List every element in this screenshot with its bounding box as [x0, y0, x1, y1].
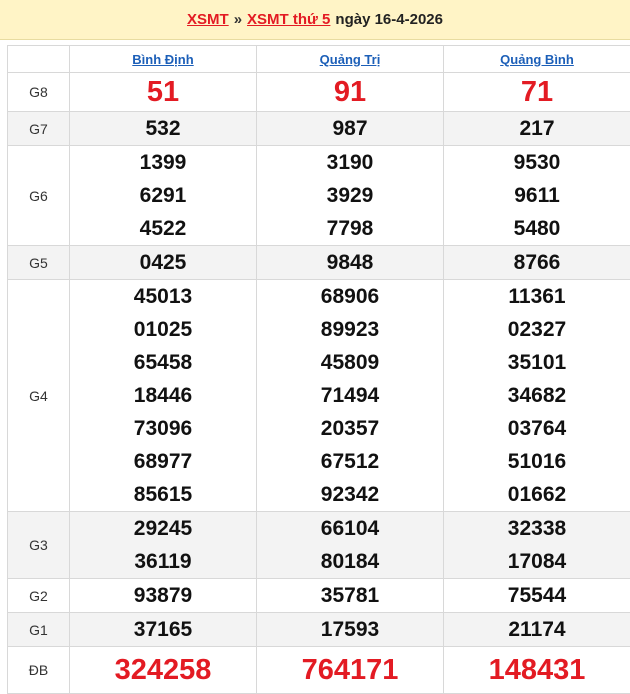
prize-number: 67512 [320, 450, 380, 473]
prize-cell [444, 280, 630, 512]
prize-cell [444, 112, 630, 146]
prize-label: G2 [8, 579, 70, 613]
prize-number: 02327 [507, 318, 567, 341]
prize-cell [257, 647, 444, 694]
prize-row-g7 [8, 112, 630, 146]
results-header [0, 0, 630, 40]
prize-number: 03764 [507, 417, 567, 440]
prize-number: 3190 [326, 151, 374, 174]
prize-label: G1 [8, 613, 70, 647]
province-header-row [8, 46, 630, 73]
prize-label: G7 [8, 112, 70, 146]
prize-number: 3929 [326, 184, 374, 207]
prize-cell [444, 647, 630, 694]
prize-number: 18446 [133, 384, 193, 407]
prize-number: 89923 [320, 318, 380, 341]
prize-label: G3 [8, 512, 70, 579]
province-header [444, 46, 630, 73]
prize-number: 45809 [320, 351, 380, 374]
prize-number: 73096 [133, 417, 193, 440]
draw-date: ngày 16-4-2026 [335, 11, 443, 28]
prize-cell [70, 73, 257, 112]
prize-number: 32338 [507, 517, 567, 540]
prize-cell [257, 579, 444, 613]
province-header [257, 46, 444, 73]
prize-number: 85615 [133, 483, 193, 506]
prize-number: 5480 [513, 217, 561, 240]
province-link-quang-tri[interactable]: Quảng Trị [319, 51, 381, 67]
prize-cell [70, 280, 257, 512]
prize-number: 34682 [507, 384, 567, 407]
prize-cell [70, 579, 257, 613]
prize-row-g5 [8, 246, 630, 280]
prize-cell [257, 73, 444, 112]
prize-number: 37165 [133, 618, 193, 641]
breadcrumb-separator: » [233, 11, 243, 28]
prize-number: 4522 [139, 217, 187, 240]
prize-cell [257, 512, 444, 579]
prize-label: G5 [8, 246, 70, 280]
xsmt-thu5-link[interactable]: XSMT thứ 5 [247, 11, 331, 28]
prize-number: 17593 [320, 618, 380, 641]
prize-number: 68906 [320, 285, 380, 308]
province-link-quang-binh[interactable]: Quảng Bình [500, 51, 574, 67]
prize-number: 20357 [320, 417, 380, 440]
prize-number: 51 [146, 76, 180, 108]
prize-cell [70, 647, 257, 694]
prize-row-g8 [8, 73, 630, 112]
prize-cell [257, 280, 444, 512]
prize-cell [257, 112, 444, 146]
prize-number: 01662 [507, 483, 567, 506]
prize-number: 764171 [301, 654, 399, 686]
prize-cell [70, 146, 257, 246]
xsmt-link[interactable]: XSMT [187, 11, 229, 28]
prize-row-g4 [8, 280, 630, 512]
prize-number: 9611 [514, 184, 560, 207]
prize-number: 45013 [133, 285, 193, 308]
prize-row-g6 [8, 146, 630, 246]
prize-number: 0425 [139, 251, 187, 274]
prize-cell [257, 613, 444, 647]
prize-number: 35101 [507, 351, 567, 374]
prize-cell [70, 613, 257, 647]
prize-cell [70, 512, 257, 579]
results-body [8, 73, 630, 694]
prize-cell [444, 512, 630, 579]
prize-number: 9530 [513, 151, 561, 174]
prize-number: 6291 [139, 184, 187, 207]
prize-number: 11361 [508, 285, 566, 308]
prize-cell [444, 579, 630, 613]
prize-cell [257, 246, 444, 280]
prize-cell [70, 246, 257, 280]
province-link-binh-dinh[interactable]: Bình Định [132, 51, 194, 67]
prize-cell [70, 112, 257, 146]
prize-number: 29245 [133, 517, 193, 540]
prize-number: 93879 [133, 584, 193, 607]
prize-number: 92342 [320, 483, 380, 506]
prize-number: 987 [332, 117, 368, 140]
prize-number: 68977 [133, 450, 193, 473]
prize-number: 324258 [114, 654, 212, 686]
prize-cell [444, 613, 630, 647]
prize-cell [257, 146, 444, 246]
prize-number: 51016 [507, 450, 567, 473]
prize-row-g3 [8, 512, 630, 579]
prize-number: 91 [333, 76, 367, 108]
prize-number: 66104 [320, 517, 380, 540]
prize-row-db [8, 647, 630, 694]
prize-label: ĐB [8, 647, 70, 694]
prize-label: G6 [8, 146, 70, 246]
province-header [70, 46, 257, 73]
prize-number: 7798 [326, 217, 374, 240]
prize-number: 532 [145, 117, 181, 140]
prize-number: 71494 [320, 384, 380, 407]
prize-number: 35781 [320, 584, 380, 607]
prize-number: 21174 [508, 618, 566, 641]
prize-number: 8766 [513, 251, 561, 274]
prize-row-g1 [8, 613, 630, 647]
prize-number: 71 [520, 76, 554, 108]
prize-label: G8 [8, 73, 70, 112]
results-table [7, 45, 630, 694]
prize-number: 01025 [133, 318, 193, 341]
prize-number: 36119 [134, 550, 192, 573]
prize-row-g2 [8, 579, 630, 613]
prize-number: 80184 [320, 550, 380, 573]
prize-cell [444, 73, 630, 112]
prize-label: G4 [8, 280, 70, 512]
prize-cell [444, 246, 630, 280]
corner-cell [8, 46, 70, 73]
prize-cell [444, 146, 630, 246]
prize-number: 1399 [139, 151, 187, 174]
prize-number: 9848 [326, 251, 374, 274]
prize-number: 148431 [488, 654, 586, 686]
prize-number: 217 [519, 117, 555, 140]
prize-number: 65458 [133, 351, 193, 374]
prize-number: 75544 [507, 584, 567, 607]
prize-number: 17084 [507, 550, 567, 573]
